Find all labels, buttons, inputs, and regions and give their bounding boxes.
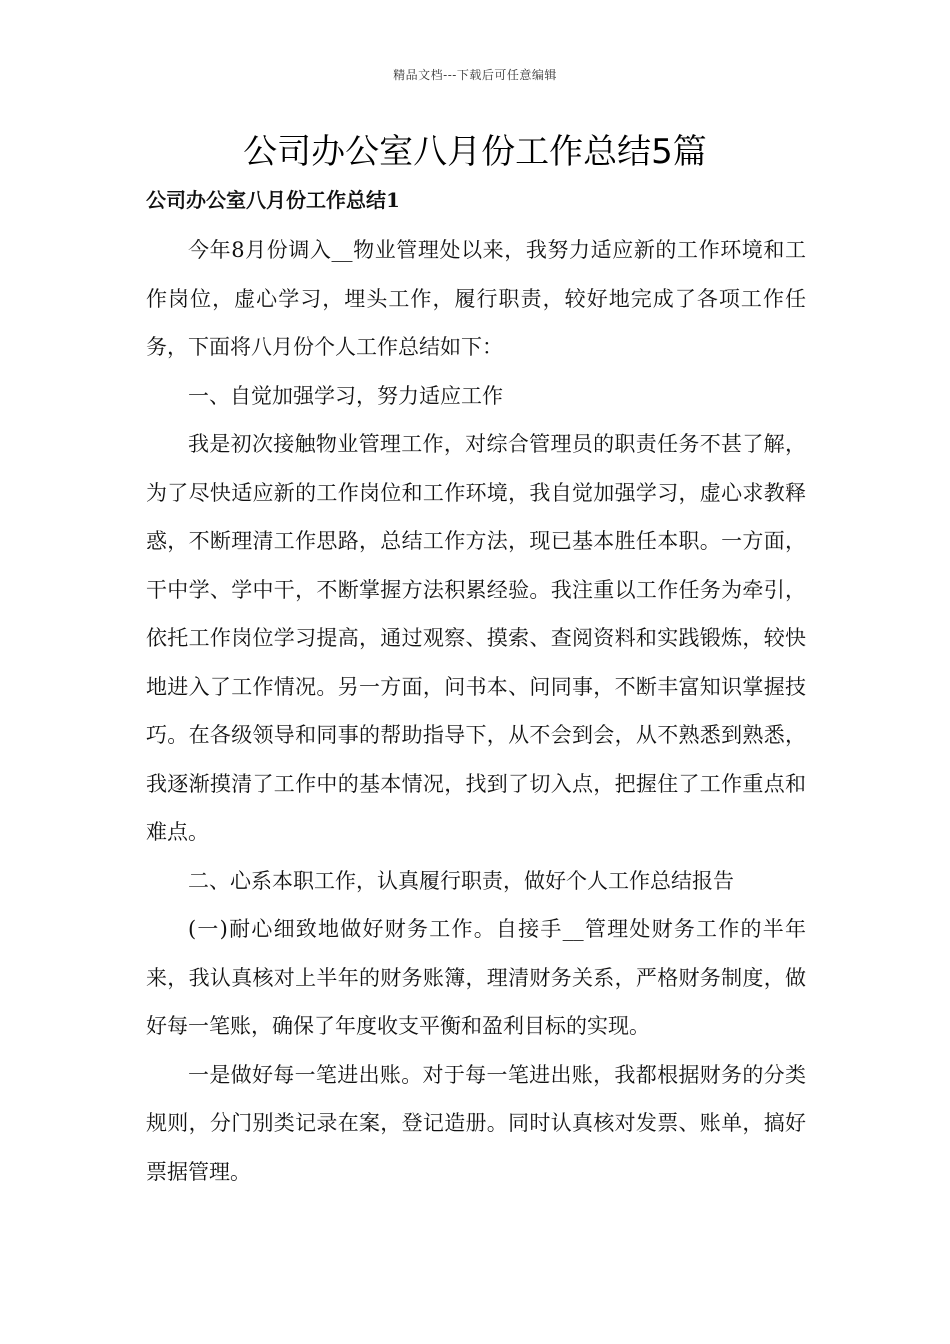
- paragraph-finance: (一)耐心细致地做好财务工作。自接手__管理处财务工作的半年来，我认真核对上半年的财务账簿，理清财务关系，严格财务制度，做好每一笔账，确保了年度收支平衡和盈利目标的实现。: [146, 917, 806, 1038]
- paragraph-accounts: 一是做好每一笔进出账。对于每一笔进出账，我都根据财务的分类规则，分门别类记录在案，登记造册。同时认真核对发票、账单，搞好票据管理。: [146, 1062, 806, 1184]
- header-note: 精品文档---下载后可任意编辑: [393, 68, 557, 82]
- section-heading: 公司办公室八月份工作总结1: [146, 188, 400, 212]
- paragraph-intro: 今年8月份调入__物业管理处以来，我努力适应新的工作环境和工作岗位，虚心学习，埋头工作，履行职责，较好地完成了各项工作任务，下面将八月份个人工作总结如下：: [146, 238, 806, 359]
- document-title: 公司办公室八月份工作总结5篇: [243, 132, 707, 172]
- subheading-study: 一、自觉加强学习，努力适应工作: [188, 383, 503, 408]
- document-body: [146, 226, 806, 1196]
- paragraph-study: 我是初次接触物业管理工作，对综合管理员的职责任务不甚了解，为了尽快适应新的工作岗位和工作环境，我自觉加强学习，虚心求教释惑，不断理清工作思路，总结工作方法，现已基本胜任本职。一方面，干中学、学中干，不断掌握方法积累经验。我注重以工作任务为牵引，依托工作岗位学习提高，通过观察、摸索、查阅资料和实践锻炼，较快地进入了工作情况。另一方面，问书本、问同事，不断丰富知识掌握技巧。在各级领导和同事的帮助指导下，从不会到会，从不熟悉到熟悉，我逐渐摸清了工作中的基本情况，找到了切入点，把握住了工作重点和难点。: [146, 432, 806, 844]
- subheading-duties: 二、心系本职工作，认真履行职责，做好个人工作总结报告: [188, 868, 734, 893]
